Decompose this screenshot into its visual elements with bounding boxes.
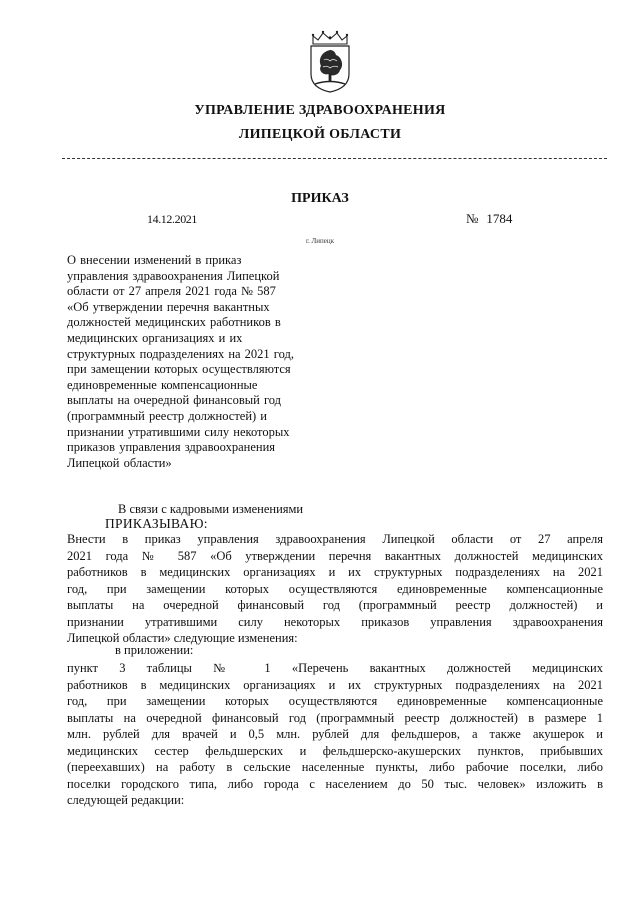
number-sign: № xyxy=(466,211,479,226)
lipetsk-coat-of-arms-icon xyxy=(305,30,355,94)
paragraph-line: работников в медицинских организациях и их структурных подразделениях на 2021 xyxy=(67,565,603,579)
paragraph-line: следующей редакции: xyxy=(67,793,185,807)
paragraph-2: в приложении: xyxy=(115,643,194,657)
order-word: ПРИКАЗЫВАЮ: xyxy=(105,516,208,531)
paragraph-line: поселки городского типа, либо города с населением до 50 тыс. человек» изложить в xyxy=(67,776,603,791)
paragraph-line: млн. рублей для врачей и 0,5 млн. рублей для фельдшеров, а также акушерок и xyxy=(67,727,603,741)
title-line: структурных подразделениях на 2021 год, xyxy=(67,346,294,361)
title-line: при замещении которых осуществляются xyxy=(67,362,291,377)
title-line: управления здравоохранения Липецкой xyxy=(67,268,280,283)
header-separator xyxy=(62,158,607,159)
title-line: медицинских организациях и их xyxy=(67,330,243,345)
paragraph-line: год, при замещении которых осуществляются единовременные компенсационные xyxy=(67,581,603,596)
paragraph-line: (переехавших) на работу в сельские населенные пункты, либо рабочие поселки, либо xyxy=(67,760,603,774)
title-line: (программный реестр должностей) и xyxy=(67,408,267,423)
order-city: г. Липецк xyxy=(305,237,335,245)
org-name-line-1: УПРАВЛЕНИЕ ЗДРАВООХРАНЕНИЯ xyxy=(194,103,446,118)
title-line: должностей медицинских работников в xyxy=(67,315,281,330)
title-line: признании утратившими силу некоторых xyxy=(67,424,290,439)
document-type: ПРИКАЗ xyxy=(291,191,349,206)
paragraph-line: выплаты на очередной финансовый год (программный реестр должностей) и xyxy=(67,598,603,612)
paragraph-line: признании утратившими силу некоторых приказов управления здравоохранения xyxy=(67,614,603,629)
org-name-line-2: ЛИПЕЦКОЙ ОБЛАСТИ xyxy=(238,127,402,142)
title-line: «Об утверждении перечня вакантных xyxy=(67,299,270,314)
paragraph-line: выплаты на очередной финансовый год (программный реестр должностей) в размере 1 xyxy=(67,710,603,725)
paragraph-line: работников в медицинских организациях и их структурных подразделениях на 2021 xyxy=(67,677,603,692)
order-number xyxy=(466,211,512,227)
title-line: выплаты на очередной финансовый год xyxy=(67,393,282,408)
title-line: приказов управления здравоохранения xyxy=(67,440,276,455)
order-date: 14.12.2021 xyxy=(147,212,198,226)
paragraph-line: 2021 года № 587 «Об утверждении перечня вакантных должностей медицинских xyxy=(67,548,603,563)
order-title xyxy=(67,253,335,471)
paragraph-3 xyxy=(67,660,603,809)
title-line: области от 27 апреля 2021 года № 587 xyxy=(67,284,276,299)
paragraph-line: медицинских сестер фельдшерских и фельдшерско-акушерских пунктов, прибывших xyxy=(67,743,603,758)
paragraph-line: год, при замещении которых осуществляются единовременные компенсационные xyxy=(67,694,603,708)
paragraph-line: Липецкой области» следующие изменения: xyxy=(67,631,298,645)
order-number-value: 1784 xyxy=(486,211,513,226)
coat-of-arms-graphic xyxy=(305,30,355,94)
intro-text: В связи с кадровыми изменениями xyxy=(118,502,304,516)
title-line: единовременные компенсационные xyxy=(67,377,258,392)
paragraph-1 xyxy=(67,531,603,647)
paragraph-line: Внести в приказ управления здравоохранения Липецкой области от 27 апреля xyxy=(67,532,603,546)
paragraph-line: пункт 3 таблицы № 1 «Перечень вакантных должностей медицинских xyxy=(67,661,603,675)
title-line: О внесении изменений в приказ xyxy=(67,253,242,267)
title-line: Липецкой области» xyxy=(67,455,172,470)
